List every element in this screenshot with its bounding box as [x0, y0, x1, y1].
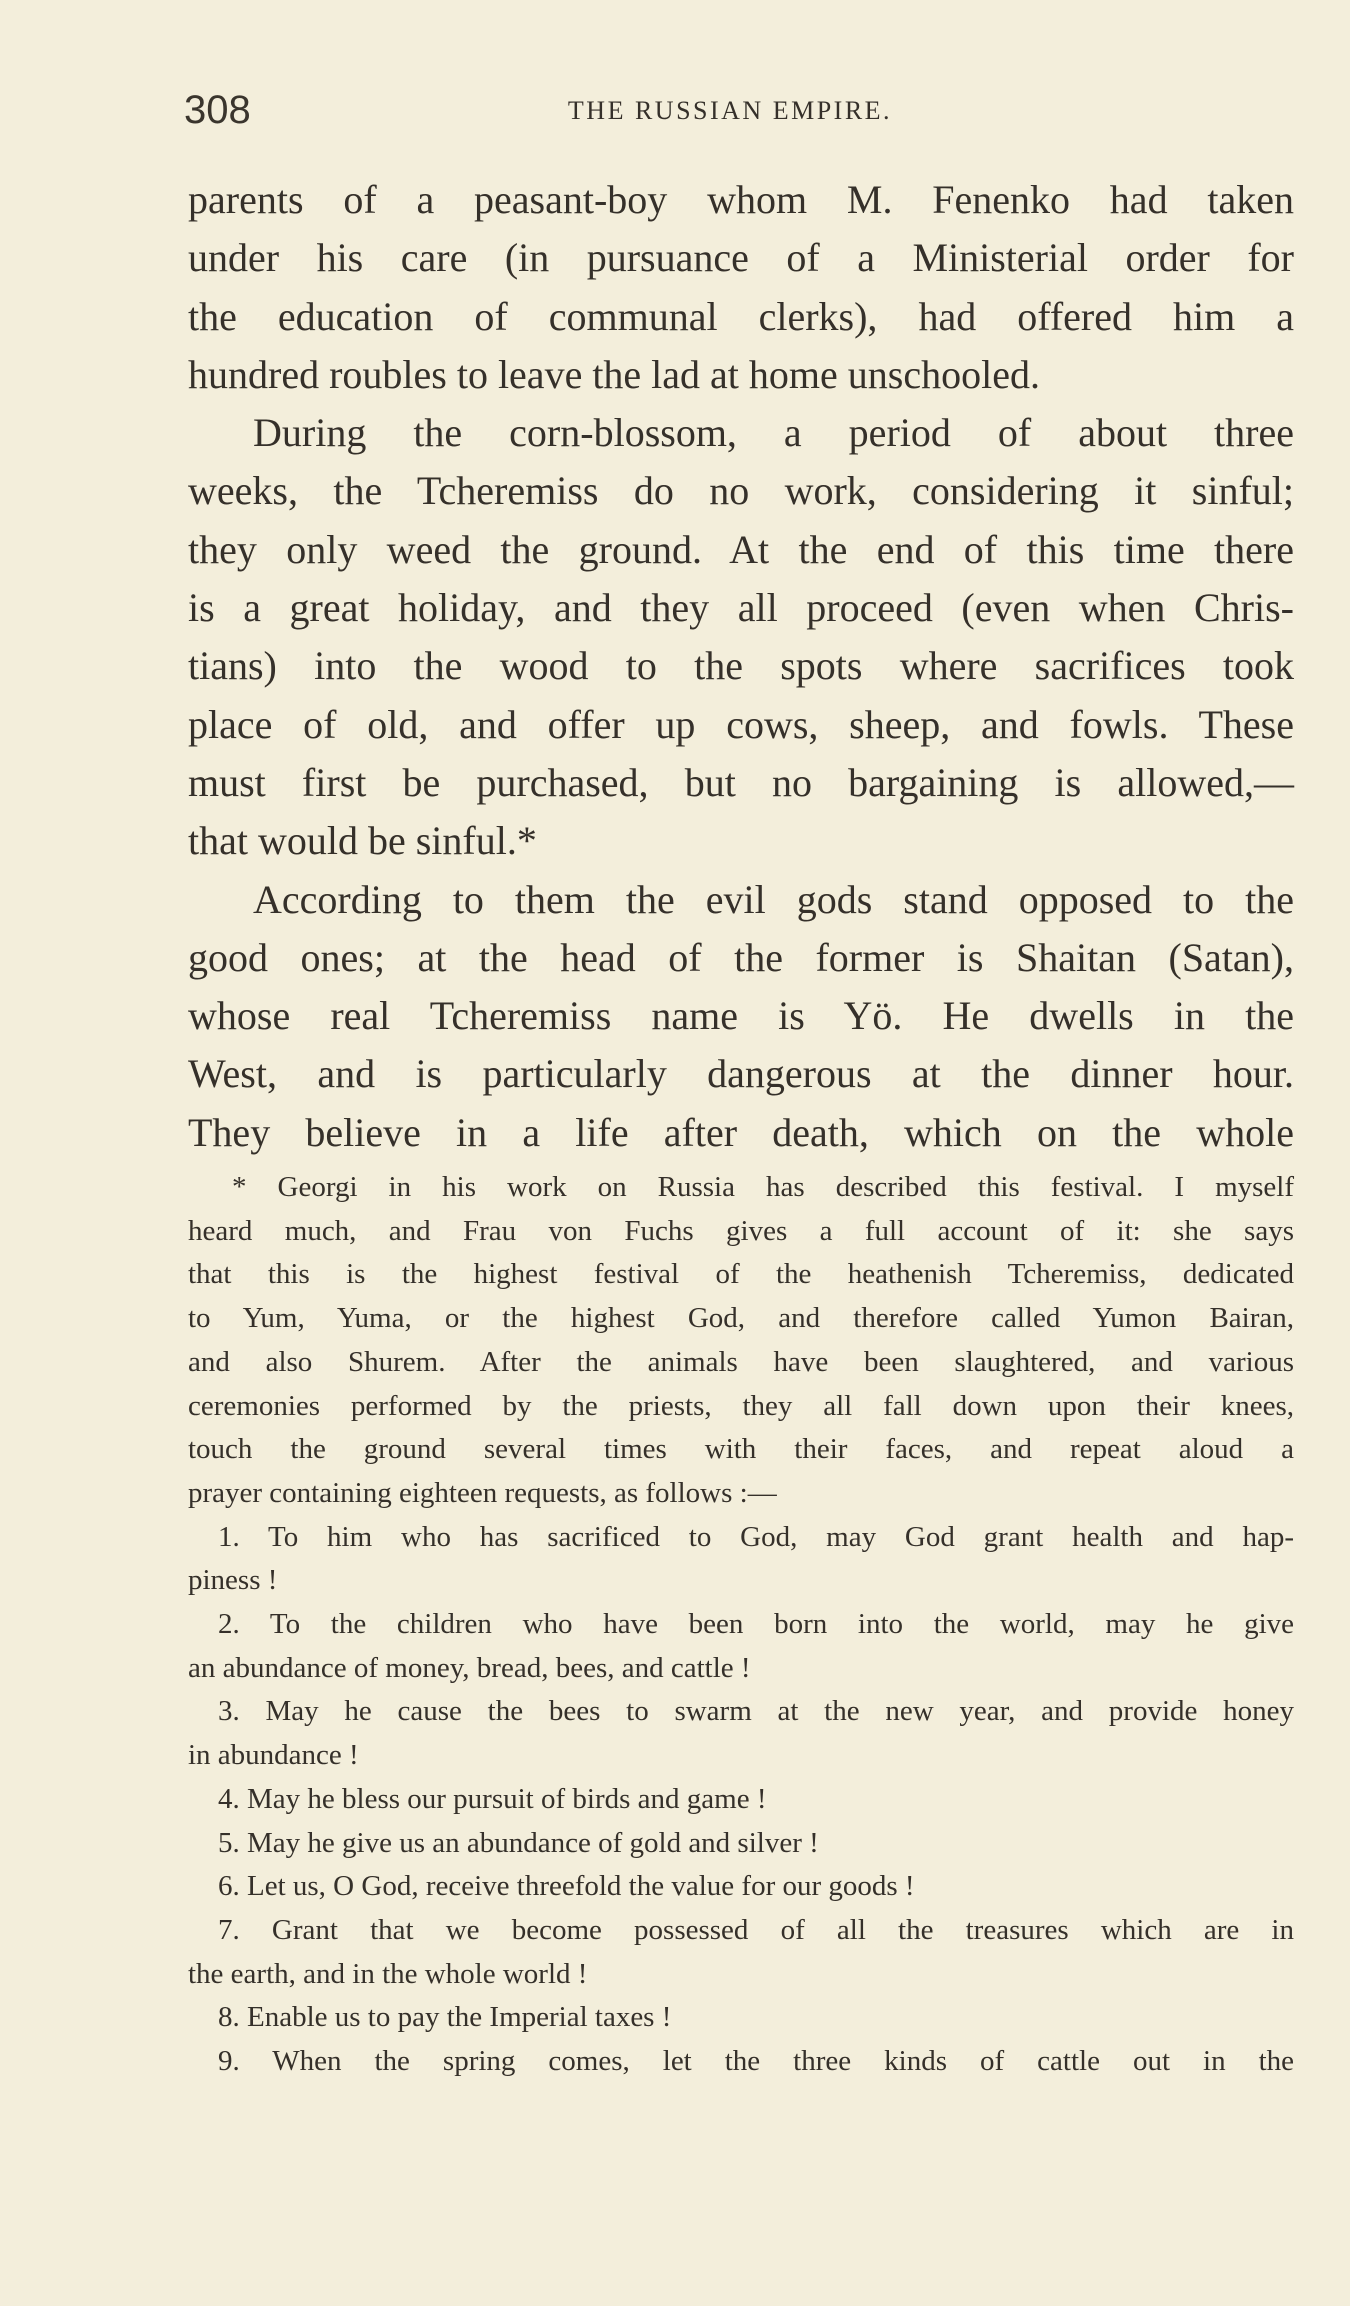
text-line: and also Shurem. After the animals have been slaughtered, and various — [188, 1345, 1294, 1378]
text-line: under his care (in pursuance of a Ministerial order for — [188, 235, 1294, 281]
text-line: tians) into the wood to the spots where sacrifices took — [188, 643, 1294, 689]
footnote-paragraph — [188, 1516, 1294, 1603]
text-line: an abundance of money, bread, bees, and cattle ! — [188, 1651, 751, 1684]
page-number: 308 — [184, 88, 251, 132]
text-line: They believe in a life after death, which on the whole — [188, 1109, 1294, 1155]
footnote-paragraph — [188, 1996, 1294, 2040]
footnote — [188, 1166, 1294, 2084]
footnote-paragraph — [188, 1778, 1294, 1822]
text-line: According to them the evil gods stand opposed to the — [253, 876, 1294, 922]
footnote-paragraph — [188, 1690, 1294, 1777]
text-line: 3. May he cause the bees to swarm at the new year, and provide honey — [218, 1695, 1294, 1728]
footnote-paragraph — [188, 1822, 1294, 1866]
text-line: in abundance ! — [188, 1739, 359, 1772]
paragraph — [188, 171, 1294, 404]
text-line: they only weed the ground. At the end of this time there — [188, 526, 1294, 572]
footnote-paragraph — [188, 1909, 1294, 1996]
text-line: touch the ground several times with their faces, and repeat aloud a — [188, 1433, 1294, 1466]
text-line: prayer containing eighteen requests, as follows :— — [188, 1476, 777, 1509]
text-line: During the corn-blossom, a period of about three — [253, 410, 1294, 456]
text-line: piness ! — [188, 1564, 278, 1597]
paragraph — [188, 871, 1294, 1162]
text-line: weeks, the Tcheremiss do no work, considering it sinful; — [188, 468, 1294, 514]
text-line: place of old, and offer up cows, sheep, and fowls. These — [188, 701, 1294, 747]
text-line: good ones; at the head of the former is Shaitan (Satan), — [188, 934, 1294, 980]
text-line: 2. To the children who have been born into the world, may he give — [218, 1608, 1294, 1641]
text-line: must first be purchased, but no bargaining is allowed,— — [188, 759, 1294, 805]
paragraph — [188, 404, 1294, 870]
text-line: the education of communal clerks), had offered him a — [188, 293, 1294, 339]
text-line: 5. May he give us an abundance of gold and silver ! — [218, 1826, 819, 1859]
text-line: West, and is particularly dangerous at the dinner hour. — [188, 1051, 1294, 1097]
text-line: to Yum, Yuma, or the highest God, and therefore called Yumon Bairan, — [188, 1302, 1294, 1335]
text-line: hundred roubles to leave the lad at home unschooled. — [188, 351, 1040, 397]
text-line: that would be sinful.* — [188, 818, 537, 864]
text-line: is a great holiday, and they all proceed (even when Chris- — [188, 585, 1294, 631]
footnote-paragraph — [188, 1865, 1294, 1909]
text-line: heard much, and Frau von Fuchs gives a full account of it: she says — [188, 1214, 1294, 1247]
text-line: 9. When the spring comes, let the three kinds of cattle out in the — [218, 2045, 1294, 2078]
footnote-paragraph — [188, 1166, 1294, 1516]
text-line: parents of a peasant-boy whom M. Fenenko had taken — [188, 177, 1294, 222]
text-line: 6. Let us, O God, receive threefold the value for our goods ! — [218, 1870, 915, 1903]
text-line: 7. Grant that we become possessed of all the treasures which are in — [218, 1913, 1294, 1946]
text-line: ceremonies performed by the priests, they all fall down upon their knees, — [188, 1389, 1294, 1422]
footnote-paragraph — [188, 1603, 1294, 1690]
running-title: THE RUSSIAN EMPIRE. — [567, 96, 893, 125]
text-line: 1. To him who has sacrificed to God, may God grant health and hap- — [218, 1520, 1294, 1553]
text-line: that this is the highest festival of the heathenish Tcheremiss, dedicated — [188, 1258, 1294, 1291]
text-line: 8. Enable us to pay the Imperial taxes ! — [218, 2001, 672, 2034]
text-line: * Georgi in his work on Russia has described this festival. I myself — [232, 1171, 1294, 1203]
text-line: 4. May he bless our pursuit of birds and game ! — [218, 1782, 767, 1815]
text-line: whose real Tcheremiss name is Yö. He dwells in the — [188, 993, 1294, 1039]
footnote-paragraph — [188, 2040, 1294, 2084]
text-line: the earth, and in the whole world ! — [188, 1957, 588, 1990]
body-text — [188, 171, 1294, 1162]
